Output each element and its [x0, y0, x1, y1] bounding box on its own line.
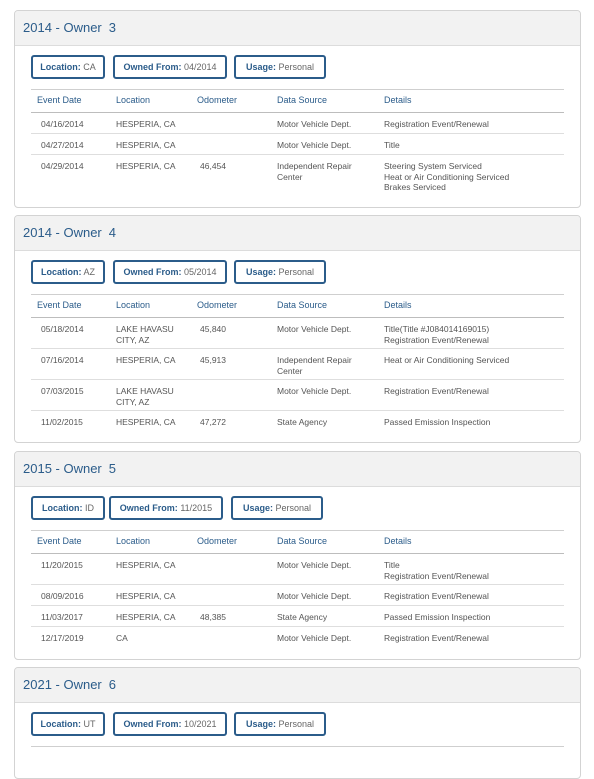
- owner-card: [14, 10, 581, 208]
- event-location: HESPERIA, CA: [116, 140, 176, 150]
- event-date: 08/09/2016: [41, 591, 84, 601]
- data-source: Motor Vehicle Dept.: [277, 119, 352, 129]
- table-row: [31, 554, 564, 585]
- table-row: [31, 585, 564, 606]
- column-header: Event Date: [37, 300, 82, 310]
- owned-from-badge: [109, 496, 223, 520]
- column-header: Details: [384, 95, 412, 105]
- owned-from-badge-value: 11/2015: [180, 503, 213, 513]
- column-header: Event Date: [37, 95, 82, 105]
- owned-from-badge-label: Owned From:: [123, 719, 182, 729]
- event-details: Passed Emission Inspection: [384, 417, 491, 427]
- owner-header[interactable]: [15, 668, 580, 703]
- owned-from-badge-value: 04/2014: [183, 62, 217, 72]
- event-date: 04/29/2014: [41, 161, 84, 171]
- data-source: State Agency: [277, 612, 328, 622]
- owned-from-badge: [113, 260, 227, 284]
- event-date: 11/20/2015: [41, 560, 83, 570]
- owner-period: 2021 - Owner: [23, 677, 102, 692]
- usage-badge: [234, 55, 326, 79]
- event-table: [31, 294, 564, 432]
- table-row: [31, 113, 564, 134]
- table-header: [31, 295, 564, 318]
- table-row: [31, 411, 564, 432]
- location-badge: [31, 496, 105, 520]
- event-details: Title(Title #J084014169015) Registration Event/Renewal: [384, 324, 490, 345]
- usage-badge-label: Usage:: [245, 62, 276, 72]
- event-location: LAKE HAVASU CITY, AZ: [116, 324, 174, 345]
- event-details: Registration Event/Renewal: [384, 633, 489, 643]
- location-badge-label: Location:: [40, 267, 82, 277]
- column-header: Location: [116, 95, 151, 105]
- usage-badge-label: Usage:: [242, 503, 273, 513]
- owner-badges: [15, 712, 580, 736]
- event-location: HESPERIA, CA: [116, 591, 176, 601]
- usage-badge: [234, 712, 326, 736]
- table-row: [31, 349, 564, 380]
- owner-header[interactable]: [15, 452, 580, 487]
- table-header: [31, 531, 564, 554]
- owned-from-badge-label: Owned From:: [123, 267, 182, 277]
- data-source: Independent Repair Center: [277, 355, 352, 376]
- column-header: Details: [384, 536, 412, 546]
- event-location: HESPERIA, CA: [116, 560, 176, 570]
- data-source: Motor Vehicle Dept.: [277, 633, 352, 643]
- location-badge-value: AZ: [83, 267, 96, 277]
- column-header: Details: [384, 300, 412, 310]
- event-details: Registration Event/Renewal: [384, 119, 489, 129]
- event-location: HESPERIA, CA: [116, 417, 176, 427]
- owner-period: 2014 - Owner: [23, 20, 102, 35]
- location-badge-label: Location:: [40, 719, 81, 729]
- event-details: Title Registration Event/Renewal: [384, 560, 489, 581]
- data-source: Motor Vehicle Dept.: [277, 386, 352, 396]
- owner-header[interactable]: [15, 11, 580, 46]
- odometer-reading: 45,840: [200, 324, 226, 334]
- owner-badges: [15, 55, 580, 79]
- column-header: Location: [116, 300, 151, 310]
- event-location: HESPERIA, CA: [116, 161, 176, 171]
- event-date: 11/03/2017: [41, 612, 83, 622]
- column-header: Data Source: [277, 536, 328, 546]
- odometer-reading: 48,385: [200, 612, 226, 622]
- odometer-reading: 46,454: [200, 161, 226, 171]
- event-table: [31, 746, 564, 747]
- location-badge-value: UT: [83, 719, 96, 729]
- table-header: [31, 90, 564, 113]
- event-location: HESPERIA, CA: [116, 119, 176, 129]
- owner-period: 2015 - Owner: [23, 461, 102, 476]
- location-badge: [31, 712, 105, 736]
- location-badge-value: CA: [83, 62, 96, 72]
- usage-badge-label: Usage:: [245, 719, 276, 729]
- data-source: State Agency: [277, 417, 328, 427]
- table-row: [31, 380, 564, 411]
- table-row: [31, 134, 564, 155]
- owner-badges: [15, 496, 580, 520]
- owner-header[interactable]: [15, 216, 580, 251]
- event-date: 07/03/2015: [41, 386, 84, 396]
- owned-from-badge-value: 05/2014: [183, 267, 217, 277]
- event-date: 05/18/2014: [41, 324, 84, 334]
- owned-from-badge-value: 10/2021: [183, 719, 217, 729]
- column-header: Odometer: [197, 95, 238, 105]
- data-source: Motor Vehicle Dept.: [277, 560, 352, 570]
- owner-period: 2014 - Owner: [23, 225, 102, 240]
- usage-badge: [231, 496, 323, 520]
- data-source: Motor Vehicle Dept.: [277, 591, 352, 601]
- event-details: Passed Emission Inspection: [384, 612, 491, 622]
- owner-badges: [15, 260, 580, 284]
- location-badge: [31, 55, 105, 79]
- event-details: Registration Event/Renewal: [384, 591, 489, 601]
- column-header: Data Source: [277, 95, 328, 105]
- usage-badge: [234, 260, 326, 284]
- column-header: Location: [116, 536, 151, 546]
- event-details: Registration Event/Renewal: [384, 386, 489, 396]
- event-location: CA: [116, 633, 128, 643]
- owner-card: [14, 667, 581, 779]
- data-source: Motor Vehicle Dept.: [277, 324, 352, 334]
- column-header: Odometer: [197, 300, 238, 310]
- column-header: Data Source: [277, 300, 328, 310]
- table-row: [31, 318, 564, 349]
- owner-card: [14, 215, 581, 443]
- location-badge-value: ID: [85, 503, 94, 513]
- data-source: Motor Vehicle Dept.: [277, 140, 352, 150]
- owner-number: 3: [108, 20, 116, 35]
- event-date: 07/16/2014: [41, 355, 84, 365]
- usage-badge-label: Usage:: [245, 267, 276, 277]
- event-location: HESPERIA, CA: [116, 355, 176, 365]
- location-badge: [31, 260, 105, 284]
- location-badge-label: Location:: [40, 62, 81, 72]
- column-header: Odometer: [197, 536, 238, 546]
- event-details: Title: [384, 140, 400, 150]
- owned-from-badge: [113, 55, 227, 79]
- location-badge-label: Location:: [41, 503, 83, 513]
- usage-badge-value: Personal: [278, 719, 315, 729]
- owner-number: 4: [108, 225, 116, 240]
- table-row: [31, 627, 564, 648]
- usage-badge-value: Personal: [278, 267, 315, 277]
- owner-number: 6: [108, 677, 116, 692]
- odometer-reading: 47,272: [200, 417, 226, 427]
- event-location: LAKE HAVASU CITY, AZ: [116, 386, 174, 407]
- owner-card: [14, 451, 581, 660]
- event-date: 12/17/2019: [41, 633, 84, 643]
- owned-from-badge: [113, 712, 227, 736]
- usage-badge-value: Personal: [275, 503, 312, 513]
- table-row: [31, 155, 564, 208]
- event-details: Heat or Air Conditioning Serviced: [384, 355, 510, 365]
- event-details: Steering System Serviced Heat or Air Conditioning Serviced Brakes Serviced: [384, 161, 510, 192]
- event-date: 04/27/2014: [41, 140, 84, 150]
- event-table: [31, 530, 564, 648]
- owner-number: 5: [108, 461, 116, 476]
- event-date: 04/16/2014: [41, 119, 84, 129]
- owned-from-badge-label: Owned From:: [119, 503, 178, 513]
- usage-badge-value: Personal: [278, 62, 315, 72]
- table-row: [31, 606, 564, 627]
- owned-from-badge-label: Owned From:: [123, 62, 182, 72]
- odometer-reading: 45,913: [200, 355, 226, 365]
- column-header: Event Date: [37, 536, 82, 546]
- event-date: 11/02/2015: [41, 417, 83, 427]
- data-source: Independent Repair Center: [277, 161, 352, 182]
- event-location: HESPERIA, CA: [116, 612, 176, 622]
- event-table: [31, 89, 564, 208]
